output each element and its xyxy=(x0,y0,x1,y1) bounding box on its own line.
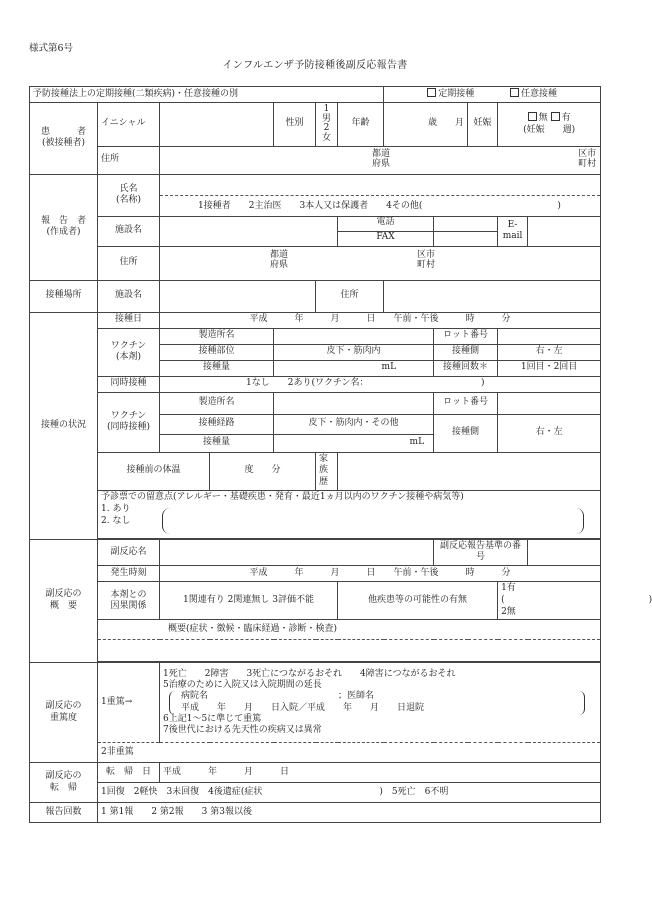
reporter-facility-field[interactable] xyxy=(160,216,338,246)
reaction-name-field[interactable] xyxy=(160,539,434,565)
patient-address-field[interactable]: 都道 府県 区市 町村 xyxy=(160,146,601,174)
reporter-facility-label: 施設名 xyxy=(98,216,160,246)
summary-field[interactable] xyxy=(98,640,601,662)
patient-section: 患 者 (被接種者) xyxy=(30,102,98,174)
onset-label: 発生時刻 xyxy=(98,566,160,582)
causality-field[interactable]: 1関連有り 2関連無し 3評価不能 xyxy=(160,582,338,620)
age-label: 年齢 xyxy=(338,102,384,146)
checkbox-icon[interactable] xyxy=(510,88,519,97)
dose2-label: 接種量 xyxy=(160,434,274,452)
vacc-date-label: 接種日 xyxy=(98,312,160,328)
age-field[interactable]: 歳 月 xyxy=(384,102,468,146)
outcome-values[interactable]: 1回復 2軽快 3未回復 4後遺症(症状 ) 5死亡 6不明 xyxy=(98,783,601,803)
nonserious-option[interactable]: 2非重篤 xyxy=(98,743,601,763)
reaction-section: 副反応の 概 要 xyxy=(30,539,98,662)
criteria-label: 副反応報告基準の番号 xyxy=(434,539,528,565)
onset-field[interactable]: 平成 年 月 日 午前・午後 時 分 xyxy=(160,566,601,582)
site-field[interactable]: 皮下・筋肉内 xyxy=(274,344,434,360)
report-count-values[interactable]: 1 第1報 2 第2報 3 第3報以後 xyxy=(98,803,601,823)
email-field[interactable] xyxy=(528,216,601,246)
place-address-field[interactable] xyxy=(384,280,601,312)
email-label: E-mail xyxy=(498,216,528,246)
notes-bracket xyxy=(162,508,584,534)
maker2-label: 製造所名 xyxy=(160,392,274,414)
count-field[interactable]: 1回目・2回目 xyxy=(498,360,601,376)
lot-field[interactable] xyxy=(498,328,601,344)
notes-field[interactable]: 予診票での留意点(アレルギー・基礎疾患・発育・最近1ヵ月以内のワクチン接種や病気等) 1. あり 2. なし xyxy=(98,490,601,538)
report-form xyxy=(29,86,652,823)
pregnancy-label: 妊娠 xyxy=(468,102,498,146)
place-facility-field[interactable] xyxy=(160,280,316,312)
report-count-label: 報告回数 xyxy=(30,803,98,823)
vaccine2-label: ワクチン (同時接種) xyxy=(98,392,160,452)
concurrent-field[interactable]: 1なし 2あり(ワクチン名： ) xyxy=(160,376,601,392)
serious-label[interactable]: 1重篤→ xyxy=(98,663,160,743)
severity-section: 副反応の 重篤度 xyxy=(30,663,98,763)
form-number: 様式第6号 xyxy=(29,43,74,54)
maker-field[interactable] xyxy=(274,328,434,344)
family-label: 家族歴 xyxy=(316,452,338,490)
dose2-field[interactable]: mL xyxy=(274,434,434,452)
side-field[interactable]: 右・左 xyxy=(498,344,601,360)
vaccination-section: 接種の状況 xyxy=(30,312,98,539)
lot-label: ロット番号 xyxy=(434,328,498,344)
concurrent-label: 同時接種 xyxy=(98,376,160,392)
outcome-date-field[interactable]: 平成 年 月 日 xyxy=(160,763,601,783)
reaction-name-label: 副反応名 xyxy=(98,539,160,565)
temp-field[interactable]: 度 分 xyxy=(210,452,316,490)
type-options[interactable]: 定期接種 任意接種 xyxy=(384,87,601,103)
place-facility-label: 施設名 xyxy=(98,280,160,312)
outcome-date-label: 転 帰 日 xyxy=(98,763,160,783)
pregnancy-options[interactable]: 無 有 (妊娠 週) xyxy=(498,102,601,146)
temp-label: 接種前の体温 xyxy=(98,452,210,490)
criteria-field[interactable] xyxy=(528,539,601,565)
other-field[interactable]: 1有( ) 2無 xyxy=(498,582,601,620)
patient-address-label: 住所 xyxy=(98,146,160,174)
initials-field[interactable] xyxy=(160,102,274,146)
reporter-section: 報 告 者 (作成者) xyxy=(30,174,98,280)
dose-label: 接種量 xyxy=(160,360,274,376)
tel-fax-fields[interactable] xyxy=(434,216,498,246)
vaccine-label: ワクチン (本剤) xyxy=(98,328,160,376)
place-section: 接種場所 xyxy=(30,280,98,312)
route2-field[interactable]: 皮下・筋肉内・その他 xyxy=(274,414,434,434)
type-label: 予防接種法上の定期接種(二類疾病)・任意接種の別 xyxy=(30,87,384,103)
count-label: 接種回数＊ xyxy=(434,360,498,376)
serious-options[interactable]: 1死亡 2障害 3死亡につながるおそれ 4障害につながるおそれ 5治療のために入院又は入院期間の延長 病院名 ；医師名 平成 年 月 日入院／平成 年 月 日退院 6上記1～5に準じて重篤 7後世代における先天性の疾病又は異常 xyxy=(160,663,601,743)
reporter-name-field[interactable]: 1接種者 2主治医 3本人又は保護者 4その他( ) xyxy=(160,174,601,216)
side2-field[interactable]: 右・左 xyxy=(498,414,601,452)
sex-options[interactable]: 1 男 2 女 xyxy=(316,102,338,146)
maker-label: 製造所名 xyxy=(160,328,274,344)
dose-field[interactable]: mL xyxy=(274,360,434,376)
reporter-address-field[interactable]: 都道 府県 区市 町村 xyxy=(160,246,601,280)
causality-label: 本剤との 因果関係 xyxy=(98,582,160,620)
side-label: 接種側 xyxy=(434,344,498,360)
other-label: 他疾患等の可能性の有無 xyxy=(338,582,498,620)
tel-fax-labels: 電話 FAX xyxy=(338,216,434,246)
side2-label: 接種側 xyxy=(434,414,498,452)
sex-label: 性別 xyxy=(274,102,316,146)
family-field[interactable] xyxy=(338,452,601,490)
place-address-label: 住所 xyxy=(316,280,384,312)
lot2-label: ロット番号 xyxy=(434,392,498,414)
checkbox-icon[interactable] xyxy=(427,88,436,97)
site-label: 接種部位 xyxy=(160,344,274,360)
reporter-name-label: 氏名 (名称) xyxy=(98,174,160,216)
reporter-address-label: 住所 xyxy=(98,246,160,280)
route2-label: 接種経路 xyxy=(160,414,274,434)
outcome-section: 副反応の 転 帰 xyxy=(30,763,98,803)
summary-label: 概要(症状・徴候・臨床経過・診断・検査) xyxy=(98,620,601,640)
hospital-bracket xyxy=(169,691,585,715)
lot2-field[interactable] xyxy=(498,392,601,414)
vacc-date-field[interactable]: 平成 年 月 日 午前・午後 時 分 xyxy=(160,312,601,328)
document-title: インフルエンザ予防接種後副反応報告書 xyxy=(222,60,408,71)
initials-label: イニシャル xyxy=(98,102,160,146)
maker2-field[interactable] xyxy=(274,392,434,414)
